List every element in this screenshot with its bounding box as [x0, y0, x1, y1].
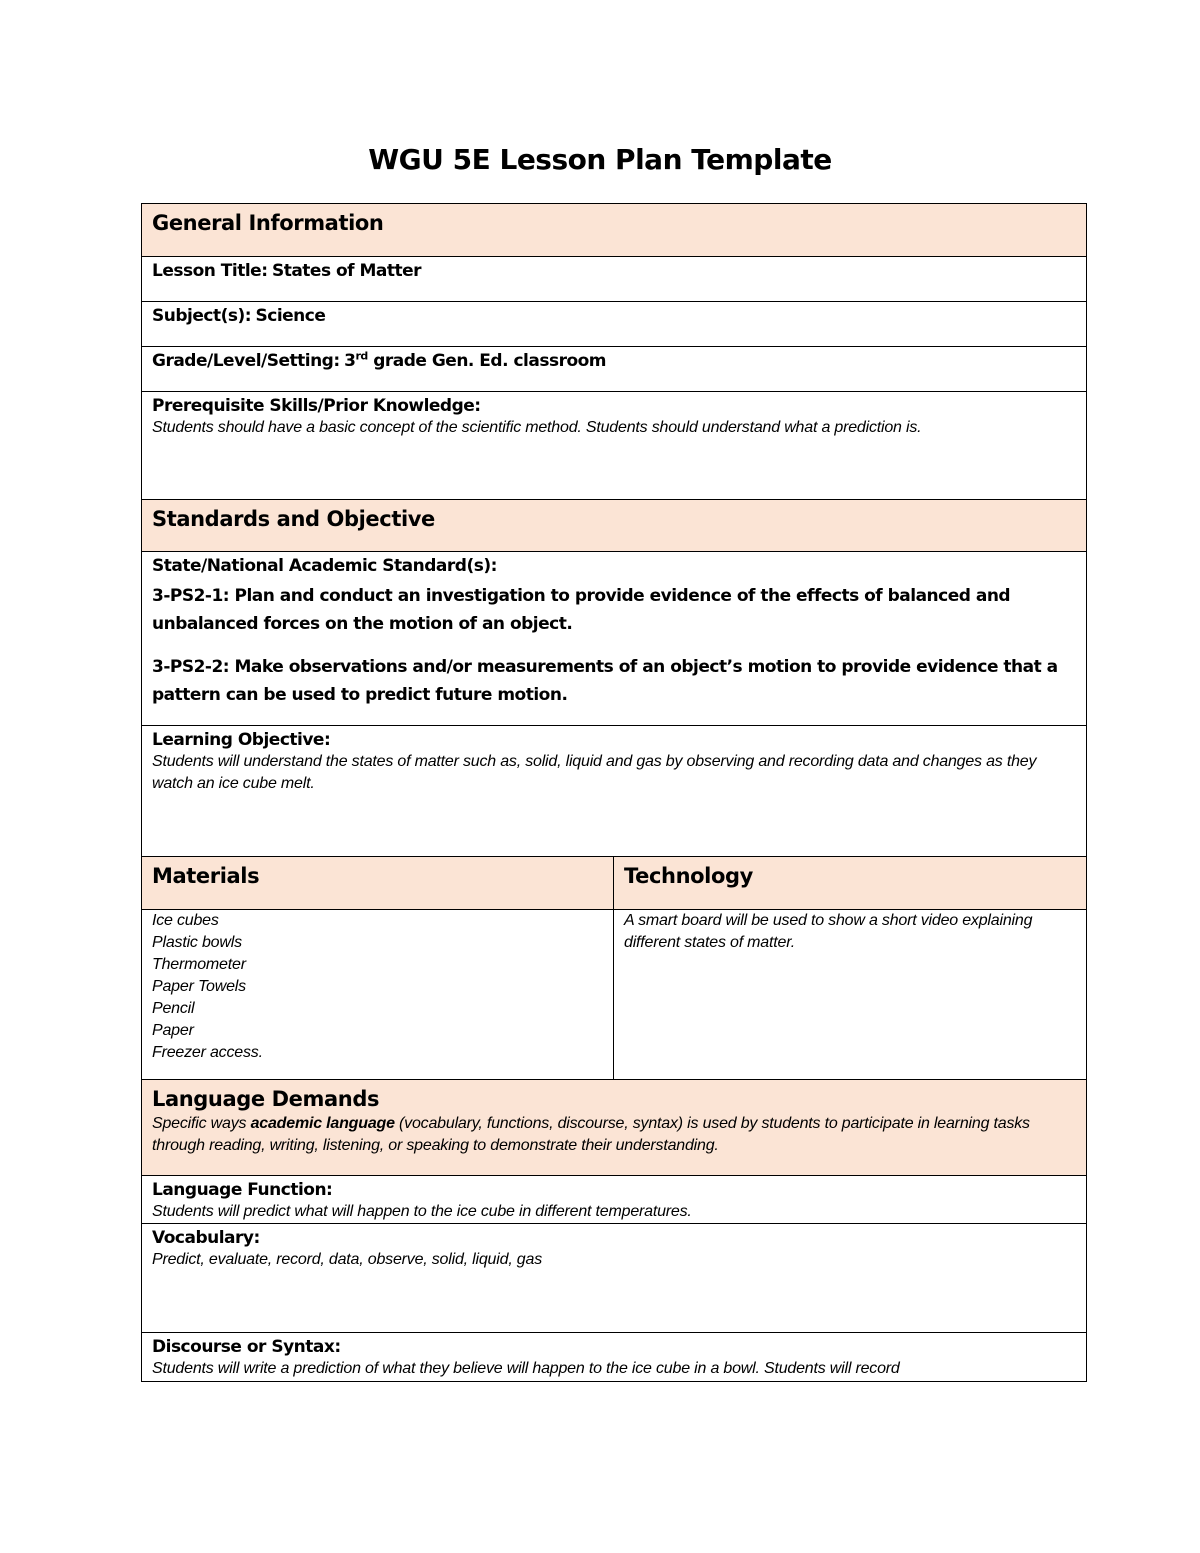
- discourse-syntax-row: [142, 1332, 1086, 1381]
- prerequisite-row: [142, 391, 1086, 499]
- discourse-syntax-text: Students will write a prediction of what they believe will happen to the ice cube in a bowl. Students will record: [152, 1360, 900, 1377]
- grade-setting: grade Gen. Ed. classroom: [373, 351, 607, 371]
- description-start: Specific ways: [152, 1115, 247, 1132]
- list-item: Plastic bowls: [152, 934, 242, 951]
- discourse-syntax-label: Discourse or Syntax:: [152, 1337, 341, 1357]
- language-demands-description: [152, 1113, 1076, 1157]
- learning-objective-row: [142, 725, 1086, 856]
- learning-objective-label: Learning Objective:: [152, 730, 331, 750]
- technology-text: A smart board will be used to show a short video explaining different states of matter.: [624, 912, 1033, 951]
- standards-row: [142, 551, 1086, 725]
- language-function-label: Language Function:: [152, 1180, 333, 1200]
- grade-value: [344, 351, 606, 371]
- lesson-plan-table: [141, 203, 1087, 1382]
- lesson-title-row: [142, 256, 1086, 301]
- grade-number: 3: [344, 351, 356, 371]
- language-function-text: Students will predict what will happen to the ice cube in different temperatures.: [152, 1203, 692, 1220]
- list-item: Ice cubes: [152, 912, 219, 929]
- page-title: WGU 5E Lesson Plan Template: [368, 143, 832, 176]
- vocabulary-label: Vocabulary:: [152, 1228, 260, 1248]
- language-function-row: [142, 1175, 1086, 1223]
- list-item: Paper: [152, 1022, 194, 1039]
- section-heading: Language Demands: [152, 1087, 380, 1111]
- grade-ordinal: rd: [355, 349, 368, 363]
- vocabulary-row: [142, 1223, 1086, 1332]
- materials-heading-cell: [142, 857, 613, 909]
- academic-language-term: academic language: [250, 1115, 395, 1132]
- prerequisite-text: Students should have a basic concept of the scientific method. Students should understand what a prediction is.: [152, 419, 922, 436]
- lesson-title-value: States of Matter: [271, 261, 422, 281]
- technology-heading: Technology: [624, 864, 753, 888]
- learning-objective-text: Students will understand the states of matter such as, solid, liquid and gas by observing and recording data and changes as they watch an ice cube melt.: [152, 753, 1037, 792]
- subjects-label: Subject(s):: [152, 306, 252, 326]
- description-end: (vocabulary, functions, discourse, syntax) is used by students to participate in learning tasks through reading, writing, listening, or speaking to demonstrate their understanding.: [152, 1115, 1030, 1154]
- list-item: Pencil: [152, 1000, 195, 1017]
- standards-label: State/National Academic Standard(s):: [152, 556, 497, 576]
- materials-list: [142, 909, 613, 1064]
- technology-content: [614, 909, 1086, 954]
- materials-column: [142, 857, 614, 1079]
- list-item: Paper Towels: [152, 978, 246, 995]
- list-item: Freezer access.: [152, 1044, 263, 1061]
- materials-heading: Materials: [152, 864, 260, 888]
- section-heading: Standards and Objective: [152, 507, 435, 531]
- vocabulary-text: Predict, evaluate, record, data, observe, solid, liquid, gas: [152, 1251, 543, 1268]
- standard-3-ps2-1: 3-PS2-1: Plan and conduct an investigation to provide evidence of the effects of balanced and unbalanced forces on the motion of an object.: [152, 586, 1011, 634]
- section-language-demands: [142, 1079, 1086, 1175]
- lesson-title-label: Lesson Title:: [152, 261, 268, 281]
- standard-3-ps2-2: 3-PS2-2: Make observations and/or measurements of an object’s motion to provide evidence that a pattern can be used to predict future motion.: [152, 657, 1058, 705]
- materials-technology-block: [142, 856, 1086, 1079]
- technology-heading-cell: [614, 857, 1086, 909]
- grade-level-row: [142, 346, 1086, 391]
- grade-label: Grade/Level/Setting:: [152, 351, 340, 371]
- section-heading: General Information: [152, 211, 384, 235]
- section-general-information: [142, 204, 1086, 256]
- list-item: Thermometer: [152, 956, 246, 973]
- prerequisite-label: Prerequisite Skills/Prior Knowledge:: [152, 396, 481, 416]
- technology-column: [614, 857, 1086, 1079]
- subjects-value: Science: [255, 306, 326, 326]
- section-standards-objective: [142, 499, 1086, 551]
- subjects-row: [142, 301, 1086, 346]
